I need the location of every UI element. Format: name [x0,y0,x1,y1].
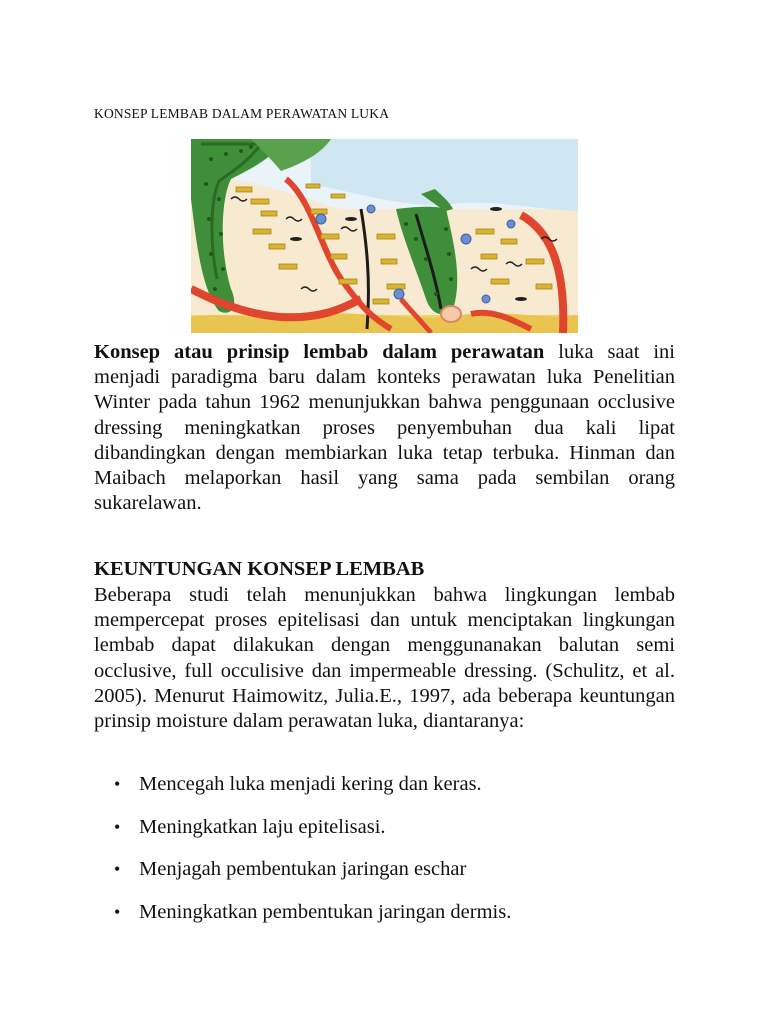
list-item-text: Menjagah pembentukan jaringan eschar [139,858,467,880]
list-item [94,857,694,900]
list-item [94,772,694,815]
bullet-icon: • [114,774,121,794]
bullet-icon: • [114,901,121,922]
list-item [94,815,694,858]
intro-paragraph [94,340,675,516]
benefits-list [94,772,694,942]
bullet-icon: • [114,859,121,879]
list-item-text: Meningkatkan laju epitelisasi. [139,815,386,838]
section-paragraph: Beberapa studi telah menunjukkan bahwa lingkungan lembab mempercepat proses epitelisasi dan untuk menciptakan lingkungan lembab dapat dilakukan dengan menggunanakan balutan semi occlusive, full occulisive dan impermeable dressing. (Schulitz, et al. 2005). Menurut Haimowitz, Julia.E., 1997, ada beberapa keuntungan prinsip moisture dalam perawatan luka, diantaranya: [94,584,675,733]
intro-bold-text: Konsep atau prinsip lembab dalam perawatan [94,341,545,363]
list-item-text: Meningkatkan pembentukan jaringan dermis. [139,900,512,923]
document-title: KONSEP LEMBAB DALAM PERAWATAN LUKA [94,106,390,121]
skin-wound-illustration [191,139,578,333]
list-item [94,900,694,943]
section-heading: KEUNTUNGAN KONSEP LEMBAB [94,558,425,580]
intro-text: luka saat ini menjadi paradigma baru dalam konteks perawatan luka Penelitian Winter pada tahun 1962 menunjukkan bahwa penggunaan occlusive dressing meningkatkan proses penyembuhan dua kali lipat dibandingkan dengan membiarkan luka tetap terbuka. Hinman dan Maibach melaporkan hasil yang sama pada sembilan orang sukarelawan. [94,341,676,515]
bullet-icon: • [114,816,121,837]
list-item-text: Mencegah luka menjadi kering dan keras. [139,773,482,795]
